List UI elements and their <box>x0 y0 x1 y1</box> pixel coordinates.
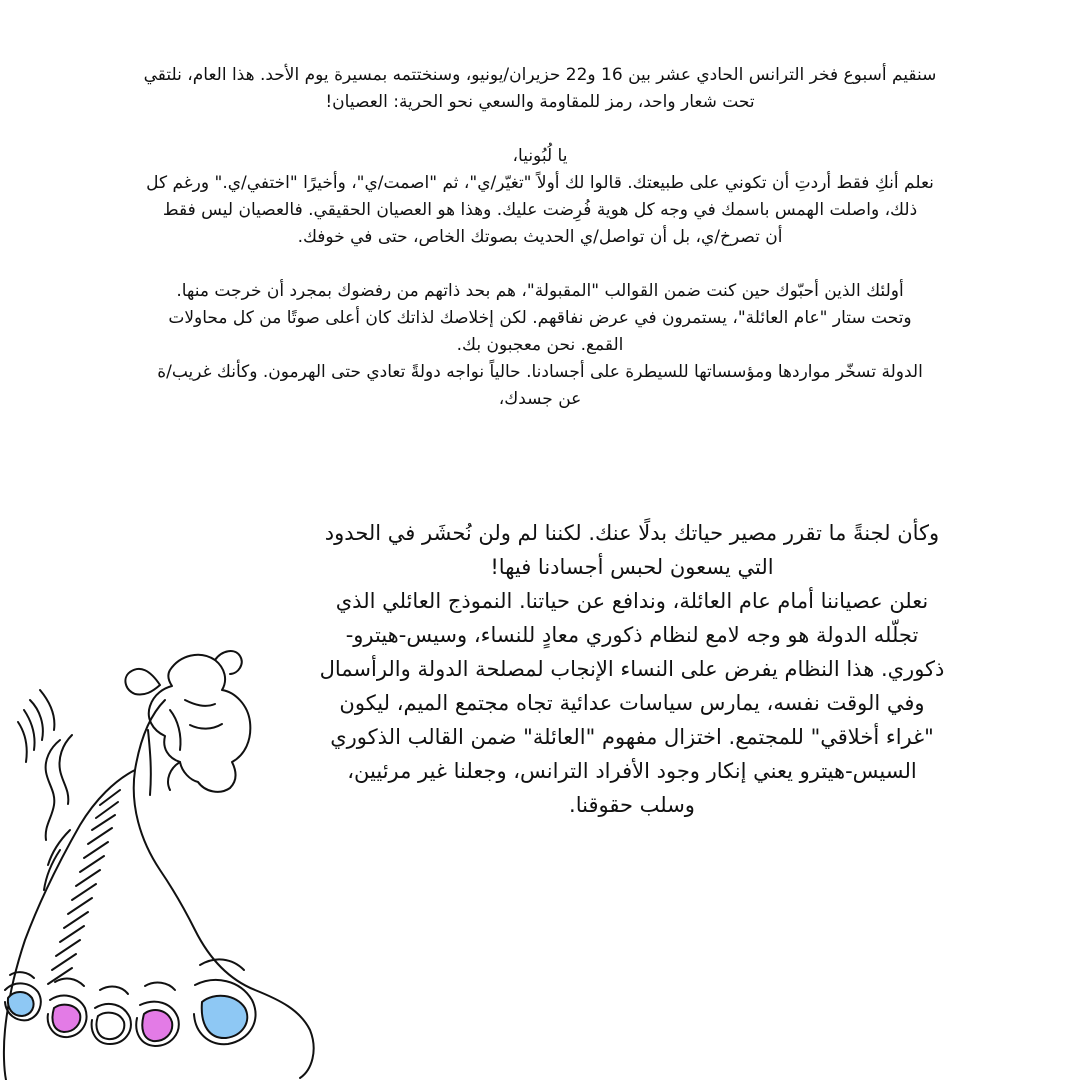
paragraph-1: نعلم أنكِ فقط أردتِ أن تكوني على طبيعتك. قالوا لك أولاً "تغيّر/ي"، ثم "اصمت/ي"، وأخيرًا "اختفي/ي." ورغم كل ذلك، واصلت الهمس باسمك في وجه كل هوية فُرِضت عليك. وهذا هو العصيان الحقيقي. فالعصيان ليس فقط أن تصرخ/ي، بل أن تواصل/ي الحديث بصوتك الخاص، حتى في خوفك. <box>146 173 934 247</box>
paragraph-5: نعلن عصياننا أمام عام العائلة، وندافع عن حياتنا. النموذج العائلي الذي تجلّله الدولة هو وجه لامع لنظام ذكوري معادٍ للنساء، وسيس-هيترو- ذكوري. هذا النظام يفرض على النساء الإنجاب لمصلحة الدولة والرأسمال وفي الوقت نفسه، يمارس سياسات عدائية تجاه مجتمع الميم، ليكون "غراء أخلاقي" للمجتمع. اختزال مفهوم "العائلة" ضمن القالب الذكوري السيس-هيترو يعني إنكار وجود الأفراد الترانس، وجعلنا غير مرئيين، وسلب حقوقنا. <box>319 589 945 817</box>
spacer <box>40 116 1040 143</box>
greeting-line: يا لُبُونيا، <box>512 146 568 166</box>
spacer <box>40 251 1040 278</box>
paragraph-3: الدولة تسخّر مواردها ومؤسساتها للسيطرة على أجسادنا. حالياً نواجه دولةً تعادي حتى الهرمون. وكأنك غريب/ة عن جسدك، <box>157 362 923 409</box>
toenail-blue-right-icon <box>202 996 248 1038</box>
toenail-blue-left-icon <box>8 992 34 1016</box>
paragraph-2: أولئك الذين أحبّوك حين كنت ضمن القوالب "المقبولة"، هم بحد ذاتهم من رفضوك بمجرد أن خرجت منها. وتحت ستار "عام العائلة"، يستمرون في عرض نفاقهم. لكن إخلاصك لذاتك كان أعلى صوتًا من كل محاولات القمع. نحن معجبون بك. <box>168 281 912 355</box>
paragraph-4: وكأن لجنةً ما تقرر مصير حياتك بدلًا عنك. لكننا لم ولن نُحشَر في الحدود التي يسعون لحبس أجسادنا فيها! <box>324 521 940 579</box>
toenail-pink-right-icon <box>142 1010 172 1041</box>
intro-section <box>40 62 1040 413</box>
intro-paragraph: سنقيم أسبوع فخر الترانس الحادي عشر بين 16 و22 حزيران/يونيو، وسنختتمه بمسيرة يوم الأحد. هذا العام، نلتقي تحت شعار واحد، رمز للمقاومة والسعي نحو الحرية: العصيان! <box>143 65 937 112</box>
main-section <box>232 516 1032 822</box>
toenail-white-icon <box>96 1013 124 1039</box>
toenail-pink-left-icon <box>52 1005 80 1032</box>
